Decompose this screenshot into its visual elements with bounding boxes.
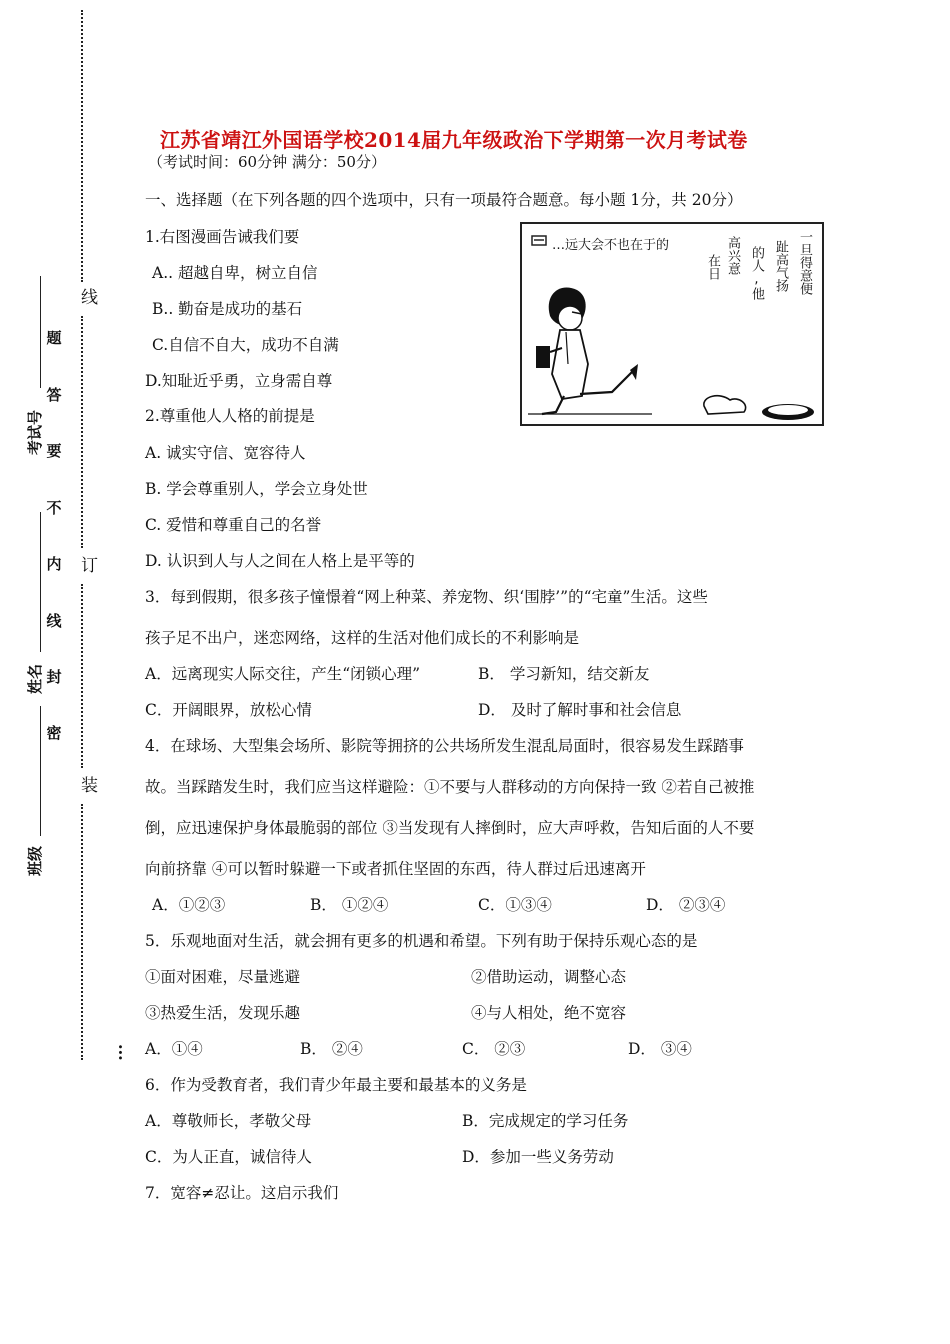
option-d[interactable]: D． ②③④ xyxy=(646,896,726,914)
question-stem: 孩子足不出户，迷恋网络，这样的生活对他们成长的不利影响是 xyxy=(145,629,580,647)
statement-item: ③热爱生活，发现乐趣 xyxy=(145,1004,301,1022)
option-c[interactable]: C．开阔眼界，放松心情 xyxy=(145,701,312,719)
question-stem: 5．乐观地面对生活，就会拥有更多的机遇和希望。下列有助于保持乐观心态的是 xyxy=(145,932,698,950)
cartoon-caption: …远大会不也在于的 xyxy=(552,238,670,253)
option-c[interactable]: C. 爱惜和尊重自己的名誉 xyxy=(145,516,322,534)
question-stem: 6．作为受教育者，我们青少年最主要和最基本的义务是 xyxy=(145,1076,527,1094)
option-a[interactable]: A．①④ xyxy=(145,1040,203,1058)
question-stem: 1.右图漫画告诫我们要 xyxy=(145,228,300,246)
statement-item: ④与人相处，绝不宽容 xyxy=(471,1004,627,1022)
field-class-label: 班级 xyxy=(26,845,44,876)
warning-char: 密 xyxy=(46,724,62,742)
question-stem: 2.尊重他人人格的前提是 xyxy=(145,407,315,425)
cartoon-text-col: 高兴意 xyxy=(725,236,740,275)
page-title: 江苏省靖江外国语学校2014届九年级政治下学期第一次月考试卷 xyxy=(160,128,748,152)
field-name-line[interactable] xyxy=(40,512,41,652)
field-class-line[interactable] xyxy=(40,706,41,836)
option-c[interactable]: C．为人正直，诚信待人 xyxy=(145,1148,312,1166)
option-b[interactable]: B. 学会尊重别人，学会立身处世 xyxy=(145,480,368,498)
statement-item: ①面对困难，尽量逃避 xyxy=(145,968,301,986)
option-a[interactable]: A．尊敬师长，孝敬父母 xyxy=(145,1112,312,1130)
cartoon-text-col: 在日 xyxy=(705,254,720,280)
binding-dots-left-low xyxy=(81,584,83,768)
option-d[interactable]: D.知耻近乎勇，立身需自尊 xyxy=(145,372,333,390)
field-exam-number-label: 考试号 xyxy=(26,409,44,455)
option-b[interactable]: B． 学习新知，结交新友 xyxy=(478,665,650,683)
cartoon-text-col: 的人,他 xyxy=(749,246,764,300)
warning-char: 线 xyxy=(46,612,62,630)
option-b[interactable]: B．完成规定的学习任务 xyxy=(462,1112,629,1130)
binding-dots-left-mid xyxy=(81,316,83,548)
warning-char: 题 xyxy=(46,329,62,347)
binding-glyph-bottom: 装 xyxy=(77,776,97,795)
question-stem: 3．每到假期，很多孩子憧憬着“网上种菜、养宠物、织‘围脖’”的“宅童”生活。这些 xyxy=(145,588,708,606)
binding-dots-left-bottom xyxy=(81,804,83,1060)
question-stem: 4．在球场、大型集会场所、影院等拥挤的公共场所发生混乱局面时，很容易发生踩踏事 xyxy=(145,737,744,755)
option-d[interactable]: D．参加一些义务劳动 xyxy=(462,1148,614,1166)
warning-char: 不 xyxy=(46,499,62,517)
option-b[interactable]: B． ①②④ xyxy=(310,896,389,914)
cartoon-illustration xyxy=(520,222,824,426)
warning-char: 内 xyxy=(46,555,62,573)
cartoon-text-col: 趾高气扬 xyxy=(773,240,788,292)
option-a[interactable]: A.. 超越自卑，树立自信 xyxy=(152,264,318,282)
option-b[interactable]: B.. 勤奋是成功的基石 xyxy=(152,300,303,318)
field-name-label: 姓名 xyxy=(26,663,44,694)
warning-char: 封 xyxy=(46,668,62,686)
option-a[interactable]: A．远离现实人际交往，产生“闭锁心理” xyxy=(145,665,421,683)
exam-info: （考试时间：60分钟 满分：50分） xyxy=(148,153,386,171)
statement-item: ②借助运动，调整心态 xyxy=(471,968,627,986)
binding-glyph-top: 线 xyxy=(77,288,97,307)
binding-ellipsis: ··· xyxy=(111,1044,130,1061)
option-c[interactable]: C.自信不自大，成功不自满 xyxy=(152,336,339,354)
option-c[interactable]: C． ②③ xyxy=(462,1040,526,1058)
option-b[interactable]: B． ②④ xyxy=(300,1040,363,1058)
option-c[interactable]: C．①③④ xyxy=(478,896,552,914)
option-d[interactable]: D． ③④ xyxy=(628,1040,692,1058)
warning-char: 要 xyxy=(46,442,62,460)
question-stem: 故。当踩踏发生时，我们应当这样避险：①不要与人群移动的方向保持一致 ②若自己被推 xyxy=(145,778,755,796)
field-exam-number-line[interactable] xyxy=(40,276,41,388)
cartoon-text-col: 一旦得意便 xyxy=(797,230,812,295)
option-d[interactable]: D. 认识到人与人之间在人格上是平等的 xyxy=(145,552,415,570)
section-heading: 一、选择题（在下列各题的四个选项中，只有一项最符合题意。每小题 1分，共 20分） xyxy=(145,191,743,209)
question-stem: 向前挤靠 ④可以暂时躲避一下或者抓住坚固的东西，待人群过后迅速离开 xyxy=(145,860,646,878)
option-a[interactable]: A. 诚实守信、宽容待人 xyxy=(145,444,306,462)
binding-glyph-mid: 订 xyxy=(77,556,97,575)
question-stem: 倒，应迅速保护身体最脆弱的部位 ③当发现有人摔倒时，应大声呼救，告知后面的人不要 xyxy=(145,819,755,837)
warning-char: 答 xyxy=(46,386,62,404)
option-a[interactable]: A．①②③ xyxy=(152,896,226,914)
binding-dots-left-top xyxy=(81,10,83,282)
question-stem: 7．宽容≠忍让。这启示我们 xyxy=(145,1184,339,1202)
option-d[interactable]: D． 及时了解时事和社会信息 xyxy=(478,701,682,719)
